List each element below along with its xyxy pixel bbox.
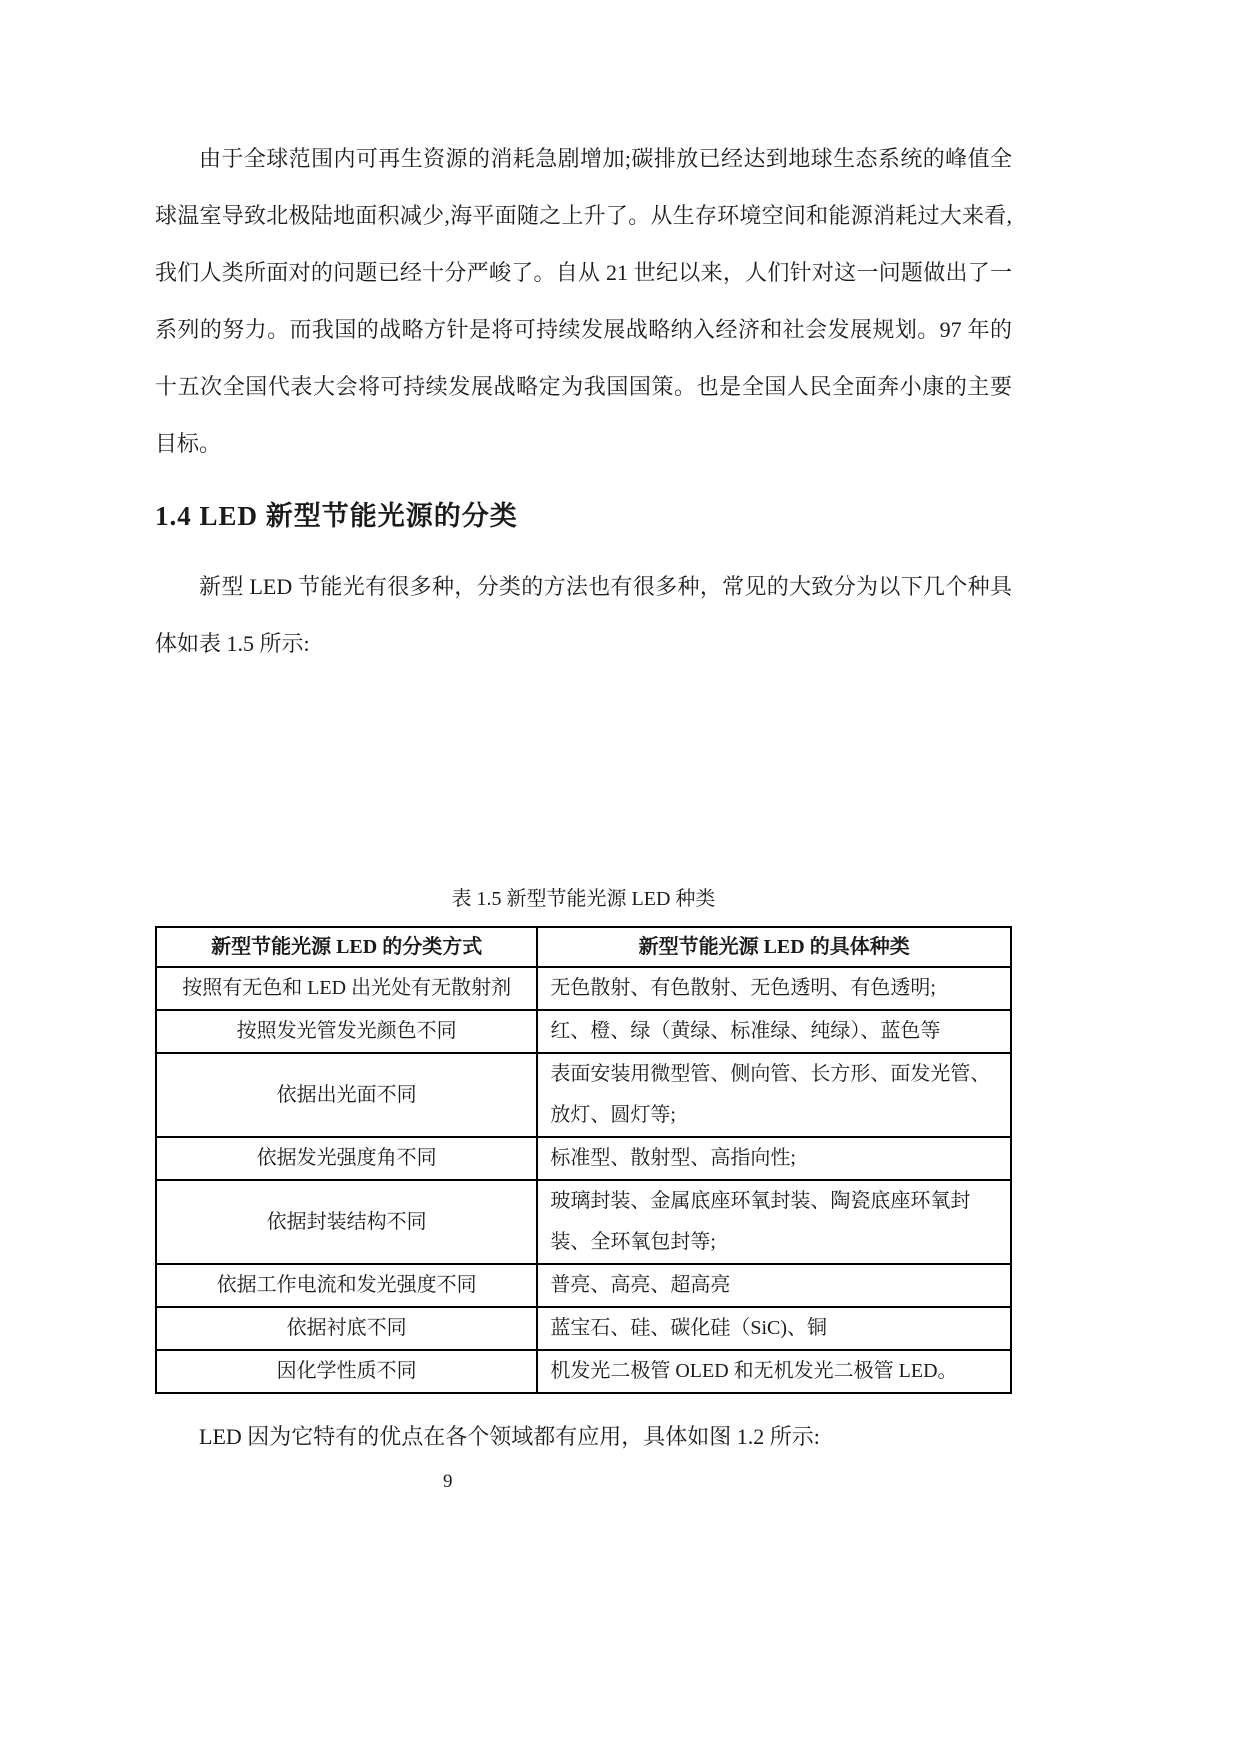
table-caption: 表 1.5 新型节能光源 LED 种类	[451, 888, 716, 910]
table-row	[156, 1350, 1011, 1393]
header-cell-specific-types: 新型节能光源 LED 的具体种类	[537, 927, 1011, 967]
classification-cell: 因化学性质不同	[156, 1350, 537, 1393]
classification-cell: 依据工作电流和发光强度不同	[156, 1264, 537, 1307]
types-cell: 表面安装用微型管、侧向管、长方形、面发光管、放灯、圆灯等;	[537, 1053, 1011, 1137]
classification-cell: 按照有无色和 LED 出光处有无散射剂	[156, 967, 537, 1010]
table-row	[156, 1264, 1011, 1307]
table-row	[156, 1010, 1011, 1053]
classification-cell: 依据衬底不同	[156, 1307, 537, 1350]
classification-cell: 依据封装结构不同	[156, 1180, 537, 1264]
paragraph-led-applications: LED 因为它特有的优点在各个领域都有应用，具体如图 1.2 所示:	[199, 1424, 820, 1449]
led-classification-table	[155, 926, 1012, 1394]
classification-cell: 按照发光管发光颜色不同	[156, 1010, 537, 1053]
section-heading-1-4: 1.4 LED 新型节能光源的分类	[155, 501, 518, 531]
types-cell: 红、橙、绿（黄绿、标准绿、纯绿）、蓝色等	[537, 1010, 1011, 1053]
table-header-row	[156, 927, 1011, 967]
table-row	[156, 1180, 1011, 1264]
page-content	[155, 0, 1012, 1465]
table-row	[156, 1137, 1011, 1180]
types-cell: 玻璃封装、金属底座环氧封装、陶瓷底座环氧封装、全环氧包封等;	[537, 1180, 1011, 1264]
paragraph-intro: 由于全球范围内可再生资源的消耗急剧增加;碳排放已经达到地球生态系统的峰值全球温室导致北极陆地面积减少,海平面随之上升了。从生存环境空间和能源消耗过大来看,我们人类所面对的问题已经十分严峻了。自从 21 世纪以来，人们针对这一问题做出了一系列的努力。而我国的战略方针是将可持续发展战略纳入经济和社会发展规划。97 年的十五次全国代表大会将可持续发展战略定为我国国策。也是全国人民全面奔小康的主要目标。	[155, 146, 1012, 456]
types-cell: 无色散射、有色散射、无色透明、有色透明;	[537, 967, 1011, 1010]
types-cell: 标准型、散射型、高指向性;	[537, 1137, 1011, 1180]
classification-cell: 依据出光面不同	[156, 1053, 537, 1137]
header-cell-classification-method: 新型节能光源 LED 的分类方式	[156, 927, 537, 967]
types-cell: 蓝宝石、硅、碳化硅（SiC)、铜	[537, 1307, 1011, 1350]
paragraph-table-intro: 新型 LED 节能光有很多种，分类的方法也有很多种，常见的大致分为以下几个种具体如表 1.5 所示:	[155, 574, 1012, 656]
table-row	[156, 1307, 1011, 1350]
types-cell: 机发光二极管 OLED 和无机发光二极管 LED。	[537, 1350, 1011, 1393]
types-cell: 普亮、高亮、超高亮	[537, 1264, 1011, 1307]
classification-cell: 依据发光强度角不同	[156, 1137, 537, 1180]
table-row	[156, 967, 1011, 1010]
table-row	[156, 1053, 1011, 1137]
page-number: 9	[443, 1471, 453, 1492]
